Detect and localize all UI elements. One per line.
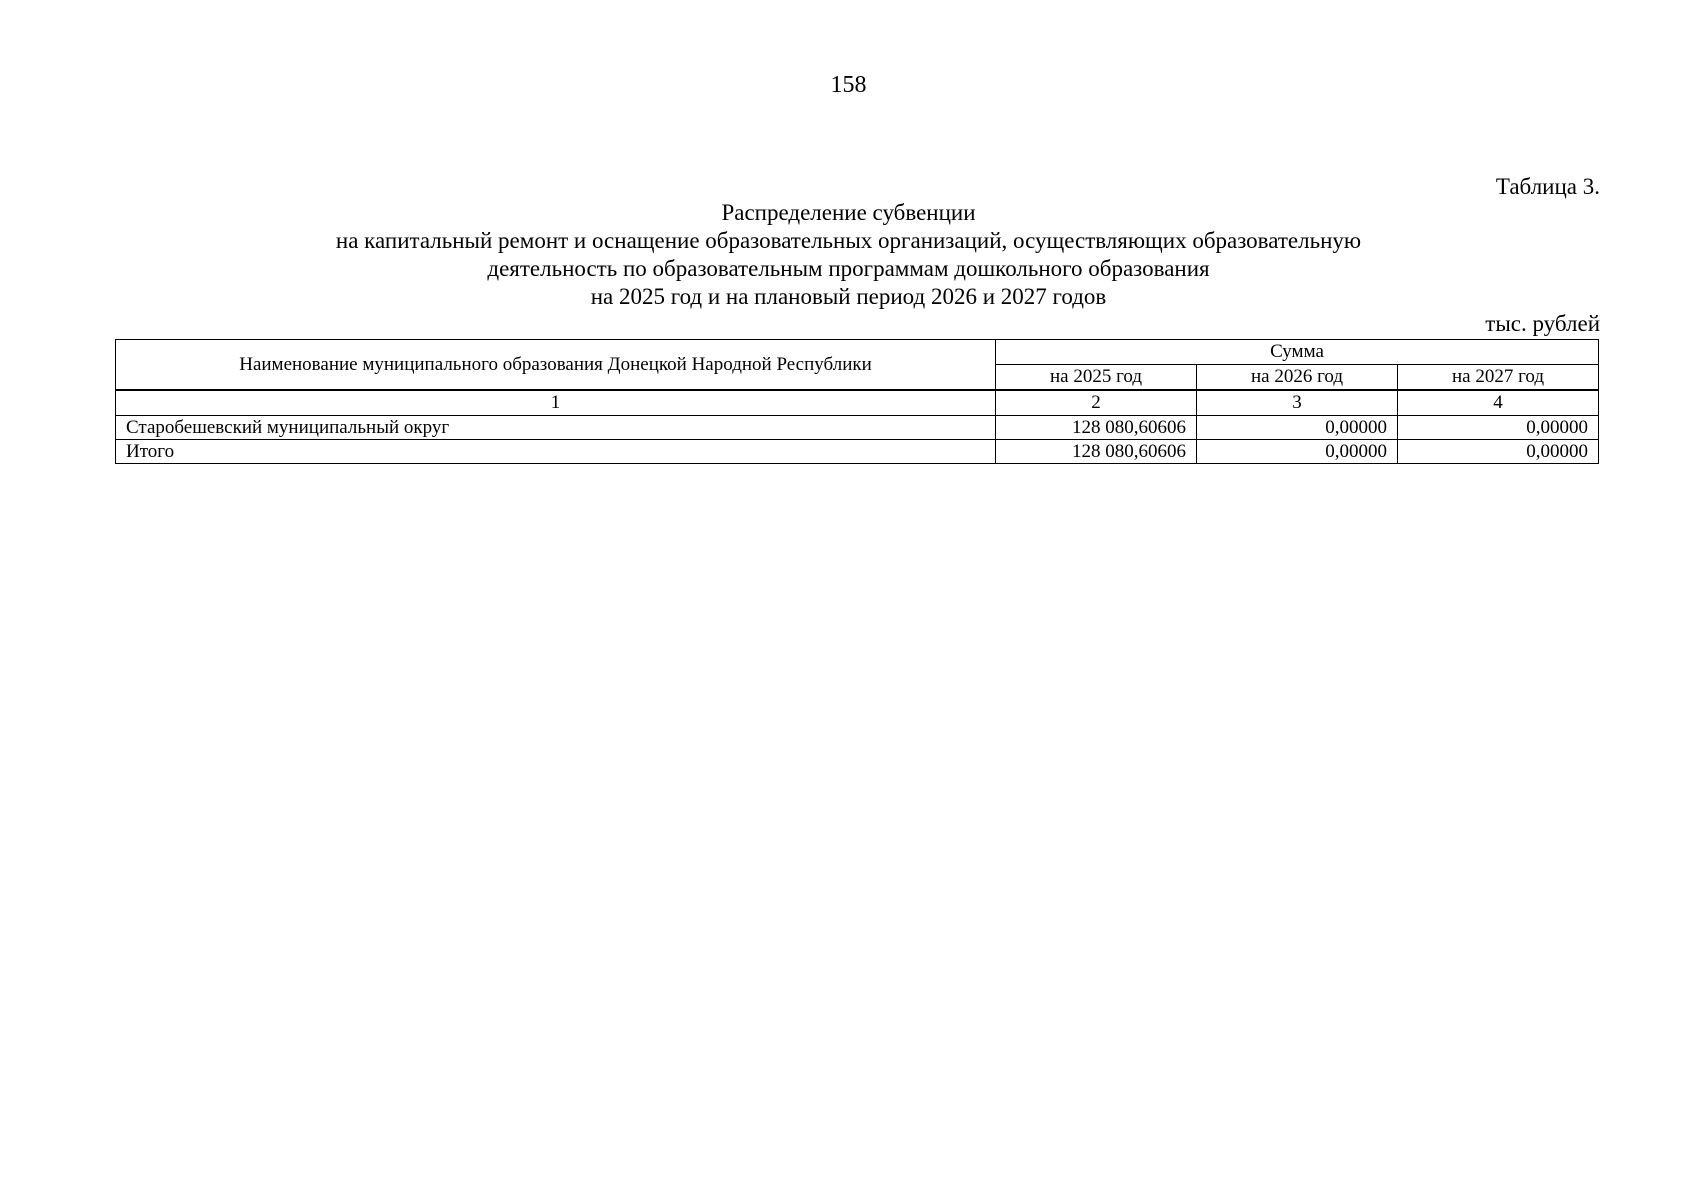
heading-line-4: на 2025 год и на плановый период 2026 и 2027 годов: [590, 284, 1107, 309]
header-year-2025: на 2025 год: [996, 365, 1197, 390]
column-number: 4: [1398, 391, 1599, 416]
municipality-name: Старобешевский муниципальный округ: [116, 416, 996, 440]
amount-2025: 128 080,60606: [996, 416, 1197, 440]
subvention-distribution-table: [115, 339, 1599, 464]
header-sum: Сумма: [996, 340, 1599, 365]
total-2025: 128 080,60606: [996, 440, 1197, 464]
total-2027: 0,00000: [1398, 440, 1599, 464]
header-year-2026: на 2026 год: [1197, 365, 1398, 390]
heading-line-3: деятельность по образовательным программам дошкольного образования: [487, 256, 1210, 281]
table-row: [116, 416, 1599, 440]
column-number-row: [116, 391, 1599, 416]
column-number: 1: [116, 391, 996, 416]
page-number: 158: [830, 72, 867, 98]
total-2026: 0,00000: [1197, 440, 1398, 464]
total-label: Итого: [116, 440, 996, 464]
heading-line-1: Распределение субвенции: [721, 200, 976, 225]
heading-line-2: на капитальный ремонт и оснащение образовательных организаций, осуществляющих образовательную: [335, 228, 1362, 253]
amount-2027: 0,00000: [1398, 416, 1599, 440]
table-header-row: [116, 340, 1599, 365]
document-heading: [0, 199, 1697, 311]
column-number: 2: [996, 391, 1197, 416]
table-row-total: [116, 440, 1599, 464]
column-number: 3: [1197, 391, 1398, 416]
table-label: Таблица 3.: [1495, 174, 1600, 199]
amount-2026: 0,00000: [1197, 416, 1398, 440]
units-label: тыс. рублей: [1485, 311, 1600, 336]
header-municipality-name: Наименование муниципального образования Донецкой Народной Республики: [116, 340, 996, 390]
header-year-2027: на 2027 год: [1398, 365, 1599, 390]
